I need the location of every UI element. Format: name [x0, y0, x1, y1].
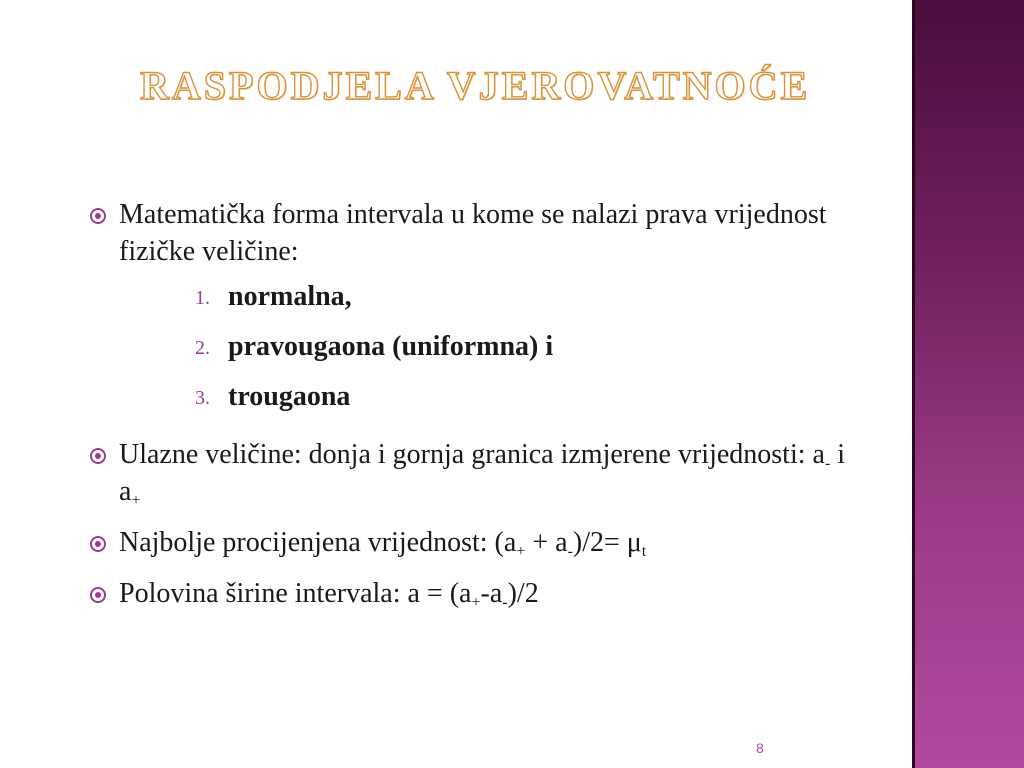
bullet-text — [119, 578, 539, 609]
text-segment: Ulazne veličine: donja i gornja granica izmjerene vrijednosti: a — [119, 439, 825, 470]
subscript: - — [502, 594, 508, 611]
bullet-item — [86, 436, 866, 510]
list-item-text: normalna, — [228, 281, 352, 312]
list-marker: 1. — [195, 287, 210, 309]
subscript: - — [567, 543, 573, 560]
slide-title: RASPODJELA VJEROVATNOĆE — [140, 63, 811, 108]
bullet-text — [119, 439, 845, 507]
subscript: t — [641, 543, 647, 560]
bullet-item — [86, 524, 866, 561]
radio-bullet-icon — [90, 587, 106, 603]
text-segment: + a — [525, 527, 568, 558]
subscript: + — [471, 594, 481, 611]
bullet-text — [119, 527, 646, 558]
text-segment: -a — [480, 578, 503, 609]
subscript: + — [131, 492, 141, 509]
list-marker: 3. — [195, 387, 210, 409]
slide-content — [86, 196, 866, 626]
subscript: + — [516, 543, 526, 560]
list-item-text: trougaona — [228, 381, 351, 412]
subscript: - — [824, 455, 831, 472]
bullet-item — [86, 575, 866, 612]
list-item — [86, 328, 866, 378]
text-segment: Najbolje procijenjena vrijednost: (a — [119, 527, 517, 558]
list-item — [86, 378, 866, 428]
text-segment: i a — [119, 439, 846, 507]
numbered-list — [86, 278, 866, 428]
bullet-item — [86, 196, 866, 270]
radio-bullet-icon — [90, 448, 106, 464]
text-segment: Polovina širine intervala: a = (a — [119, 578, 472, 609]
bullet-text: Matematička forma intervala u kome se nalazi prava vrijednost fizičke veličine: — [119, 199, 827, 267]
text-segment: )/2 — [507, 578, 539, 609]
decorative-side-band — [912, 0, 1024, 768]
list-item-text: pravougaona (uniformna) i — [228, 331, 554, 362]
list-item — [86, 278, 866, 328]
page-number: 8 — [756, 740, 764, 756]
radio-bullet-icon — [90, 536, 106, 552]
radio-bullet-icon — [90, 208, 106, 224]
text-segment: )/2= μ — [572, 527, 642, 558]
list-marker: 2. — [195, 337, 210, 359]
